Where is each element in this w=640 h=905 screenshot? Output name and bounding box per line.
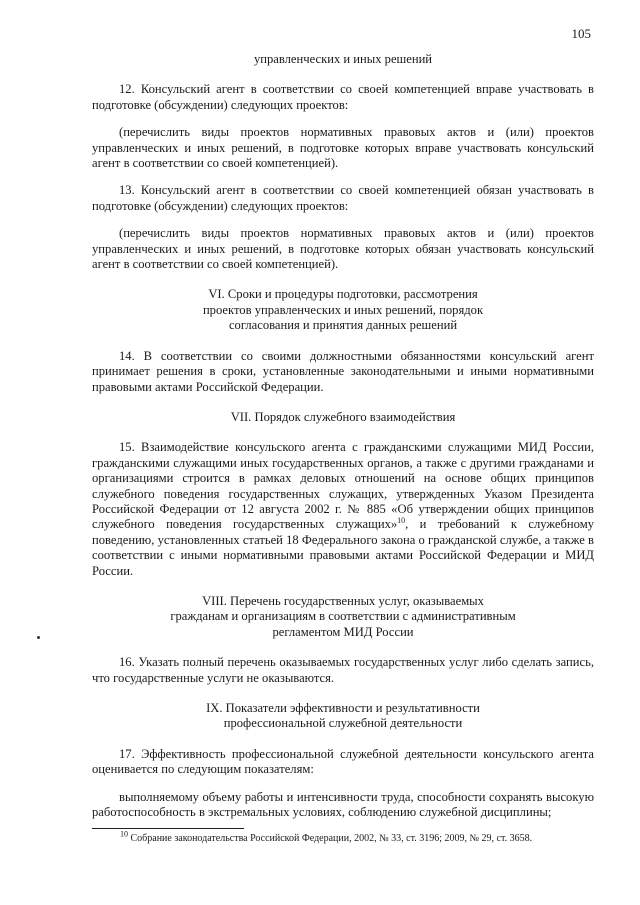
section-heading-ix-line1: IX. Показатели эффективности и результативности (206, 701, 480, 715)
section-heading-vi-line2: проектов управленческих и иных решений, порядок (202, 302, 484, 317)
page-content (92, 52, 594, 820)
heading-continuation: управленческих и иных решений (253, 52, 433, 66)
section-heading-ix (92, 701, 594, 732)
section-heading-ix-line2: профессиональной служебной деятельности (223, 716, 463, 731)
paragraph-16: 16. Указать полный перечень оказываемых государственных услуг либо сделать запись, что государственные услуги не оказываются. (92, 655, 594, 685)
section-heading-vi (92, 287, 594, 333)
paragraph-15-part1: 15. Взаимодействие консульского агента с гражданскими служащими МИД России, гражданскими служащими иных государственных органов, а также с другими гражданами и организациями строится в рамках деловых отношений на основе общих принципов служебного поведения государственных служащих, утвержденных Указом Президента Российской Федерации от 12 августа 2002 г. № 885 «Об утверждении общих принципов служебного поведения государственных служащих» (92, 440, 594, 532)
footnote-ref: 10 (397, 516, 406, 526)
paragraph-15-part2: , и требований к служебному поведению, установленных статьей 18 Федерального закона о гражданской службе, а также в соответствии с иными нормативными правовыми актами Российской Федерации и МИД России. (92, 517, 594, 578)
paragraph-13: 13. Консульский агент в соответствии со своей компетенцией обязан участвовать в подготовке (обсуждении) следующих проектов: (92, 183, 594, 213)
footnote-divider (92, 828, 244, 829)
footnote (120, 829, 590, 845)
section-heading-viii-line2: гражданам и организациям в соответствии с административным (170, 609, 516, 624)
paragraph-17-item: выполняемому объему работы и интенсивности труда, способности сохранять высокую работоспособность в экстремальных условиях, соблюдению служебной дисциплины; (92, 789, 594, 820)
footnote-marker: 10 (120, 829, 128, 839)
paragraph-12-note: (перечислить виды проектов нормативных правовых актов и (или) проектов управленческих и иных решений, в подготовке которых вправе участвовать консульский агент в соответствии со своей компетенцией). (92, 125, 594, 171)
section-heading-vi-line1: VI. Сроки и процедуры подготовки, рассмотрения (208, 287, 478, 302)
paragraph-17: 17. Эффективность профессиональной служебной деятельности консульского агента оценивается по следующим показателям: (92, 746, 594, 777)
paragraph-13-note: (перечислить виды проектов нормативных правовых актов и (или) проектов управленческих и иных решений, в подготовке которых обязан участвовать консульский агент в соответствии со своей компетенцией). (92, 226, 594, 272)
scan-mark (37, 636, 40, 639)
section-heading-viii-line1: VIII. Перечень государственных услуг, оказываемых (202, 593, 484, 608)
footnote-text: Собрание законодательства Российской Федерации, 2002, № 33, ст. 3196; 2009, № 29, ст. 3658. (128, 833, 533, 844)
section-heading-vii: VII. Порядок служебного взаимодействия (230, 409, 456, 424)
paragraph-12: 12. Консульский агент в соответствии со своей компетенцией вправе участвовать в подготовке (обсуждении) следующих проектов: (92, 82, 594, 112)
paragraph-14: 14. В соответствии со своими должностными обязанностями консульский агент принимает решения в сроки, установленные законодательными и иными нормативными правовыми актами Российской Федерации. (92, 348, 594, 394)
paragraph-15 (92, 440, 594, 579)
section-heading-vi-line3: согласования и принятия данных решений (228, 318, 458, 333)
section-heading-viii-line3: регламентом МИД России (272, 624, 414, 639)
page-number: 105 (571, 26, 591, 41)
section-heading-viii (92, 594, 594, 640)
